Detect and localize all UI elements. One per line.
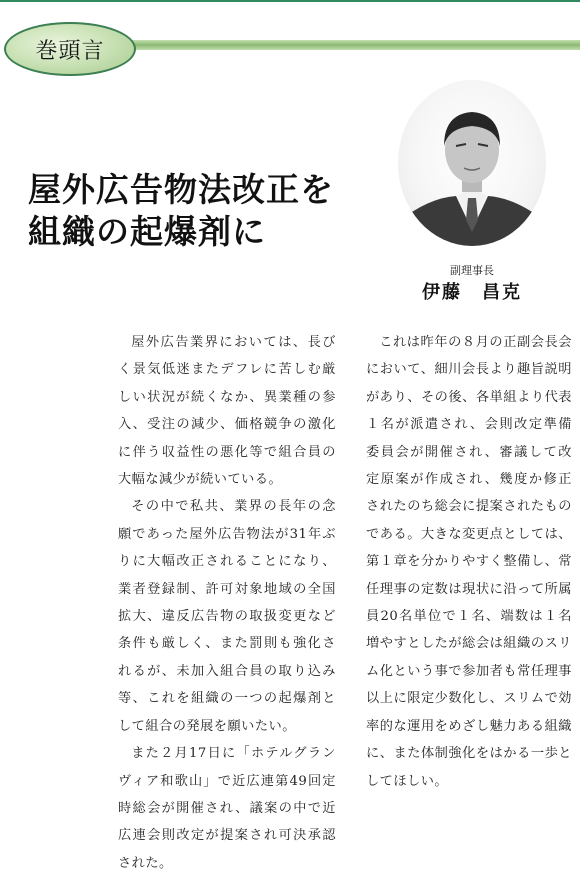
body-column-right	[366, 329, 572, 795]
header-bar	[128, 40, 580, 50]
page-title-line-2: 組織の起爆剤に	[28, 212, 266, 251]
author-name: 伊藤 昌克	[422, 282, 522, 303]
paragraph: その中で私共、業界の長年の念願であった屋外広告物法が31年ぶりに大幅改正されることになり、業者登録制、許可対象地域の全国拡大、違反広告物の取扱変更など条件も厳しく、また罰則も強化されるが、未加入組合員の取り込み等、これを組織の一つの起爆剤として組合の発展を願いたい。	[118, 499, 336, 734]
author-role: 副理事長	[450, 264, 494, 277]
paragraph: また２月17日に「ホテルグランヴィア和歌山」で近広連第49回定時総会が開催され、議案の中で近広連会則改定が提案され可決承認された。	[118, 746, 336, 871]
paragraph: 屋外広告業界においては、長びく景気低迷またデフレに苦しむ厳しい状況が続くなか、異業種の参入、受注の減少、価格競争の激化に伴う収益性の悪化等で組合員の大幅な減少が続いている。	[118, 335, 336, 488]
page-title-line-1: 屋外広告物法改正を	[28, 170, 334, 209]
section-label-badge	[4, 22, 136, 76]
section-label: 巻頭言	[35, 38, 105, 64]
author-portrait	[398, 80, 546, 246]
top-rule	[0, 0, 580, 2]
body-column-left	[118, 329, 336, 877]
portrait-illustration	[398, 80, 546, 246]
paragraph: これは昨年の８月の正副会長会において、細川会長より趣旨説明があり、その後、各単組より代表１名が派遣され、会則改定準備委員会が開催され、審議して改定原案が作成され、幾度か修正されたのち総会に提案されたものである。大きな変更点としては、第１章を分かりやすく整備し、常任理事の定数は現状に沿って所属員20名単位で１名、端数は１名増やすとしたが総会は組織のスリム化という事で参加者も常任理事以上に限定少数化し、スリムで効率的な運用をめざし魅力ある組織に、また体制強化をはかる一歩としてほしい。	[366, 335, 572, 789]
